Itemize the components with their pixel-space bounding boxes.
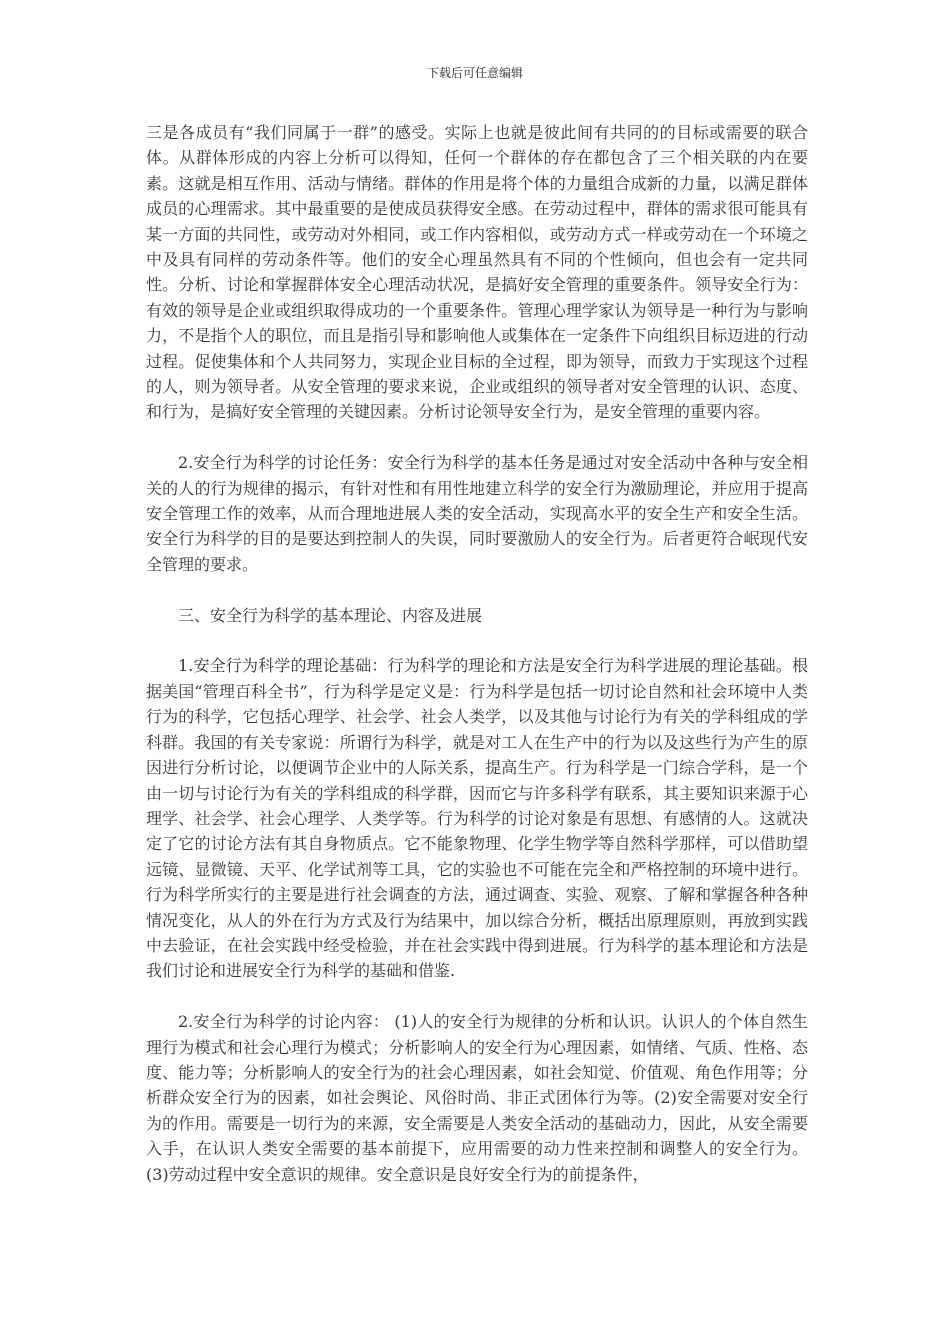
page-header: 下载后可任意编辑: [426, 66, 523, 80]
section-heading: 三、安全行为科学的基本理论、内容及进展: [178, 605, 483, 625]
document-body: [146, 120, 808, 1187]
paragraph-theoretical-basis: 1.安全行为科学的理论基础：行为科学的理论和方法是安全行为科学进展的理论基础。根据美国“管理百科全书”，行为科学是定义是：行为科学是包括一切讨论自然和社会环境中人类行为的科学，它包括心理学、社会学、社会人类学，以及其他与讨论行为有关的学科组成的学科群。我国的有关专家说：所谓行为科学，就是对工人在生产中的行为以及这些行为产生的原因进行分析讨论，以便调节企业中的人际关系，提高生产。行为科学是一门综合学科，是一个由一切与讨论行为有关的学科组成的科学群，因而它与许多科学有联系，其主要知识来源于心理学、社会学、社会心理学、人类学等。行为科学的讨论对象是有思想、有感情的人。这就决定了它的讨论方法有其自身物质点。它不能象物理、化学生物学等自然科学那样，可以借助望远镜、显微镜、天平、化学试剂等工具，它的实验也不可能在完全和严格控制的环境中进行。行为科学所实行的主要是进行社会调查的方法，通过调查、实验、观察、了解和掌握各种各种情况变化，从人的外在行为方式及行为结果中，加以综合分析，概括出原理原则，再放到实践中去验证，在社会实践中经受检验，并在社会实践中得到进展。行为科学的基本理论和方法是我们讨论和进展安全行为科学的基础和借鉴.: [146, 656, 808, 981]
paragraph-group-safety: 三是各成员有“我们同属于一群”的感受。实际上也就是彼此间有共同的的目标或需要的联合体。从群体形成的内容上分析可以得知，任何一个群体的存在都包含了三个相关联的内在要素。这就是相互作用、活动与情绪。群体的作用是将个体的力量组合成新的力量，以满足群体成员的心理需求。其中最重要的是使成员获得安全感。在劳动过程中，群体的需求很可能具有某一方面的共同性，或劳动对外相同，或工作内容相似，或劳动方式一样或劳动在一个环境之中及具有同样的劳动条件等。他们的安全心理虽然具有不同的个性倾向，但也会有一定共同性。分析、讨论和掌握群体安全心理活动状况，是搞好安全管理的重要条件。领导安全行为：有效的领导是企业或组织取得成功的一个重要条件。管理心理学家认为领导是一种行为与影响力，不是指个人的职位，而且是指引导和影响他人或集体在一定条件下向组织目标迈进的行动过程。促使集体和个人共同努力，实现企业目标的全过程，即为领导，而致力于实现这个过程的人，则为领导者。从安全管理的要求来说，企业或组织的领导者对安全管理的认识、态度、和行为，是搞好安全管理的关键因素。分析讨论领导安全行为，是安全管理的重要内容。: [146, 123, 808, 422]
paragraph-research-content: 2.安全行为科学的讨论内容： (1)人的安全行为规律的分析和认识。认识人的个体自然生理行为模式和社会心理行为模式；分析影响人的安全行为心理因素，如情绪、气质、性格、态度、能力等；分析影响人的安全行为的社会心理因素，如社会知觉、价值观、角色作用等；分析群众安全行为的因素，如社会舆论、风俗时尚、非正式团体行为等。(2)安全需要对安全行为的作用。需要是一切行为的来源，安全需要是人类安全活动的基础动力，因此，从安全需要入手，在认识人类安全需要的基本前提下，应用需要的动力性来控制和调整人的安全行为。(3)劳动过程中安全意识的规律。安全意识是良好安全行为的前提条件，: [146, 1012, 808, 1184]
paragraph-research-task: 2.安全行为科学的讨论任务：安全行为科学的基本任务是通过对安全活动中各种与安全相关的人的行为规律的揭示，有针对性和有用性地建立科学的安全行为激励理论，并应用于提高安全管理工作的效率，从而合理地进展人类的安全活动，实现高水平的安全生产和安全生活。 安全行为科学的目的是要达到控制人的失误，同时要激励人的安全行为。后者更符合岷现代安全管理的要求。: [146, 453, 808, 574]
